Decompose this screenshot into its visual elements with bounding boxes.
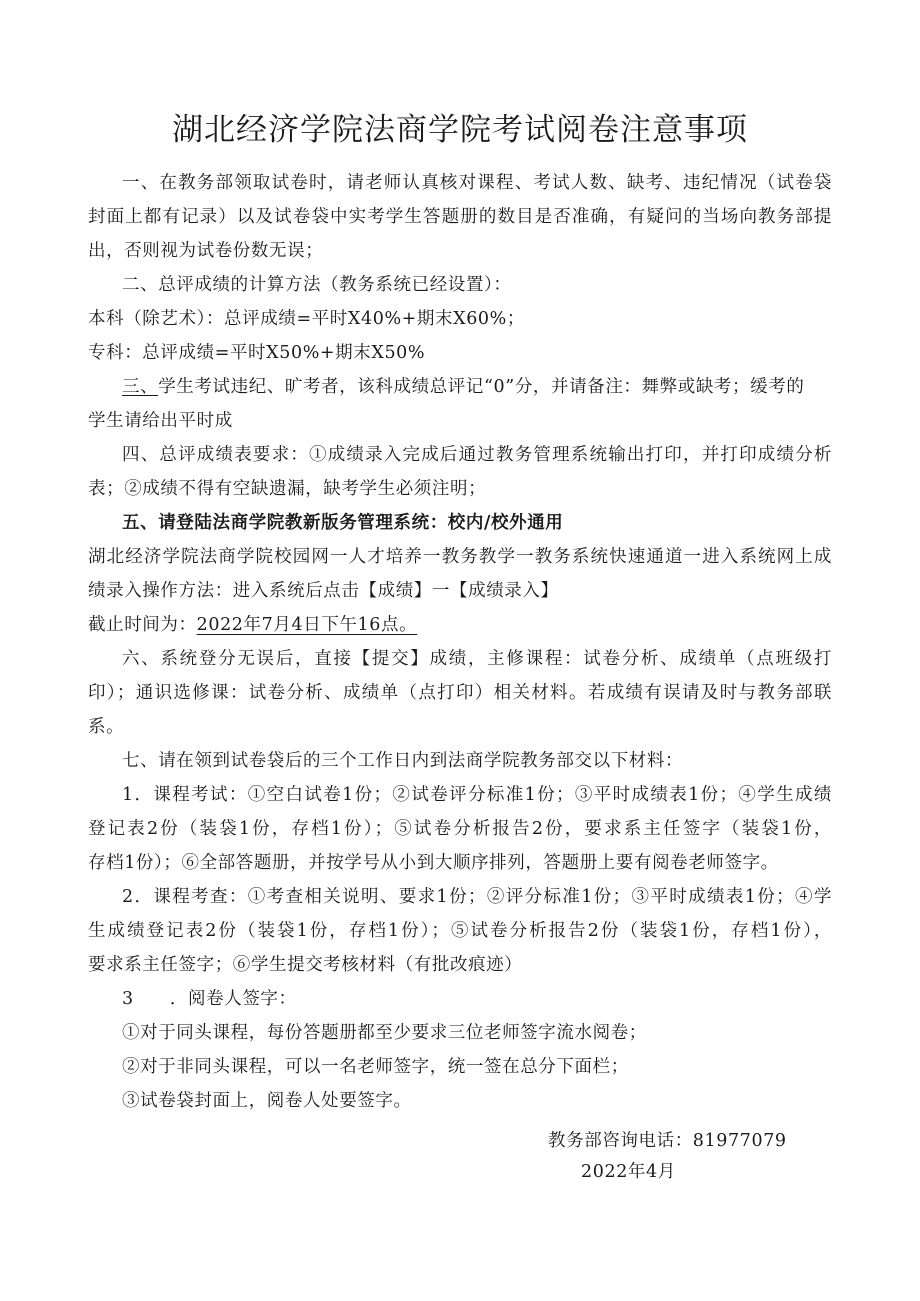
deadline-label: 截止时间为： (88, 615, 197, 635)
section-7-item-1-line-3: 存档1份）；⑥全部答题册，并按学号从小到大顺序排列，答题册上要有阅卷老师签字。 (88, 853, 779, 873)
document-title: 湖北经济学院法商学院考试阅卷注意事项 (172, 112, 748, 148)
section-7-heading: 七、请在领到试卷袋后的三个工作日内到法商学院教务部交以下材料： (122, 751, 684, 771)
deadline-value: 2022年7月4日下午16点。 (196, 615, 418, 635)
section-6-line-2: 印）；通识选修课：试卷分析、成绩单（点打印）相关材料。若成绩有误请及时与教务部联 (88, 683, 832, 703)
section-3-number: 三、 (122, 377, 159, 397)
section-7-item-3-rule-1: ①对于同头课程，每份答题册都至少要求三位老师签字流水阅卷； (122, 1023, 647, 1043)
section-1-line-1: 一、在教务部领取试卷时，请老师认真核对课程、考试人数、缺考、违纪情况（试卷袋 (122, 173, 832, 193)
section-7-item-1-line-2: 登记表2份（装袋1份，存档1份）；⑤试卷分析报告2份，要求系主任签字（装袋1份， (88, 819, 832, 839)
section-3-text: 学生考试违纪、旷考者，该科成绩总评记“0”分，并请备注：舞弊或缺考；缓考的 (158, 377, 805, 397)
section-7-item-3-rule-3: ③试卷袋封面上，阅卷人处要签字。 (122, 1091, 412, 1111)
section-2-line-1: 二、总评成绩的计算方法（教务系统已经设置）： (122, 275, 512, 295)
section-7-item-2-line-2: 生成绩登记表2份（装袋1份，存档1份）；⑤试卷分析报告2份（装袋1份，存档1份）， (88, 921, 832, 941)
section-2-junior-formula: 专科：总评成绩=平时X50%+期末X50% (88, 343, 426, 363)
section-7-item-3-rule-2: ②对于非同头课程，可以一名老师签字，统一签在总分下面栏； (122, 1057, 629, 1077)
section-3-line-2: 学生请给出平时成 (88, 411, 233, 431)
issue-date: 2022年4月 (581, 1162, 676, 1182)
section-7-item-2-line-1: 2．课程考查：①考查相关说明、要求1份；②评分标准1份；③平时成绩表1份；④学 (122, 887, 832, 907)
section-4-line-2: 表；②成绩不得有空缺遗漏，缺考学生必须注明； (88, 479, 487, 499)
section-2-undergrad-formula: 本科（除艺术）：总评成绩=平时X40%+期末X60%； (88, 309, 525, 329)
section-7-item-2-line-3: 要求系主任签字；⑥学生提交考核材料（有批改痕迹） (88, 955, 523, 975)
section-4-line-1: 四、总评成绩表要求：①成绩录入完成后通过教务管理系统输出打印，并打印成绩分析 (122, 445, 832, 465)
section-7-item-3-heading: 3 ．阅卷人签字： (122, 989, 297, 1009)
section-5-heading: 五、请登陆法商学院教新版务管理系统：校内/校外通用 (122, 513, 564, 533)
section-6-line-1: 六、系统登分无误后，直接【提交】成绩，主修课程：试卷分析、成绩单（点班级打 (122, 649, 832, 669)
section-7-item-1-line-1: 1．课程考试：①空白试卷1份；②试卷评分标准1份；③平时成绩表1份；④学生成绩 (122, 785, 832, 805)
section-6-line-3: 系。 (88, 717, 125, 737)
section-1-line-3: 出，否则视为试卷份数无误； (88, 241, 324, 261)
section-5-path: 湖北经济学院法商学院校园网一人才培养一教务教学一教务系统快速通道一进入系统网上成 (88, 547, 832, 567)
contact-phone: 教务部咨询电话：81977079 (548, 1131, 787, 1151)
section-5-method: 绩录入操作方法：进入系统后点击【成绩】一【成绩录入】 (88, 581, 559, 601)
section-3-line-1 (122, 373, 832, 401)
section-1-line-2: 封面上都有记录）以及试卷袋中实考学生答题册的数目是否准确，有疑问的当场向教务部提 (88, 207, 832, 227)
section-5-deadline (88, 611, 832, 639)
